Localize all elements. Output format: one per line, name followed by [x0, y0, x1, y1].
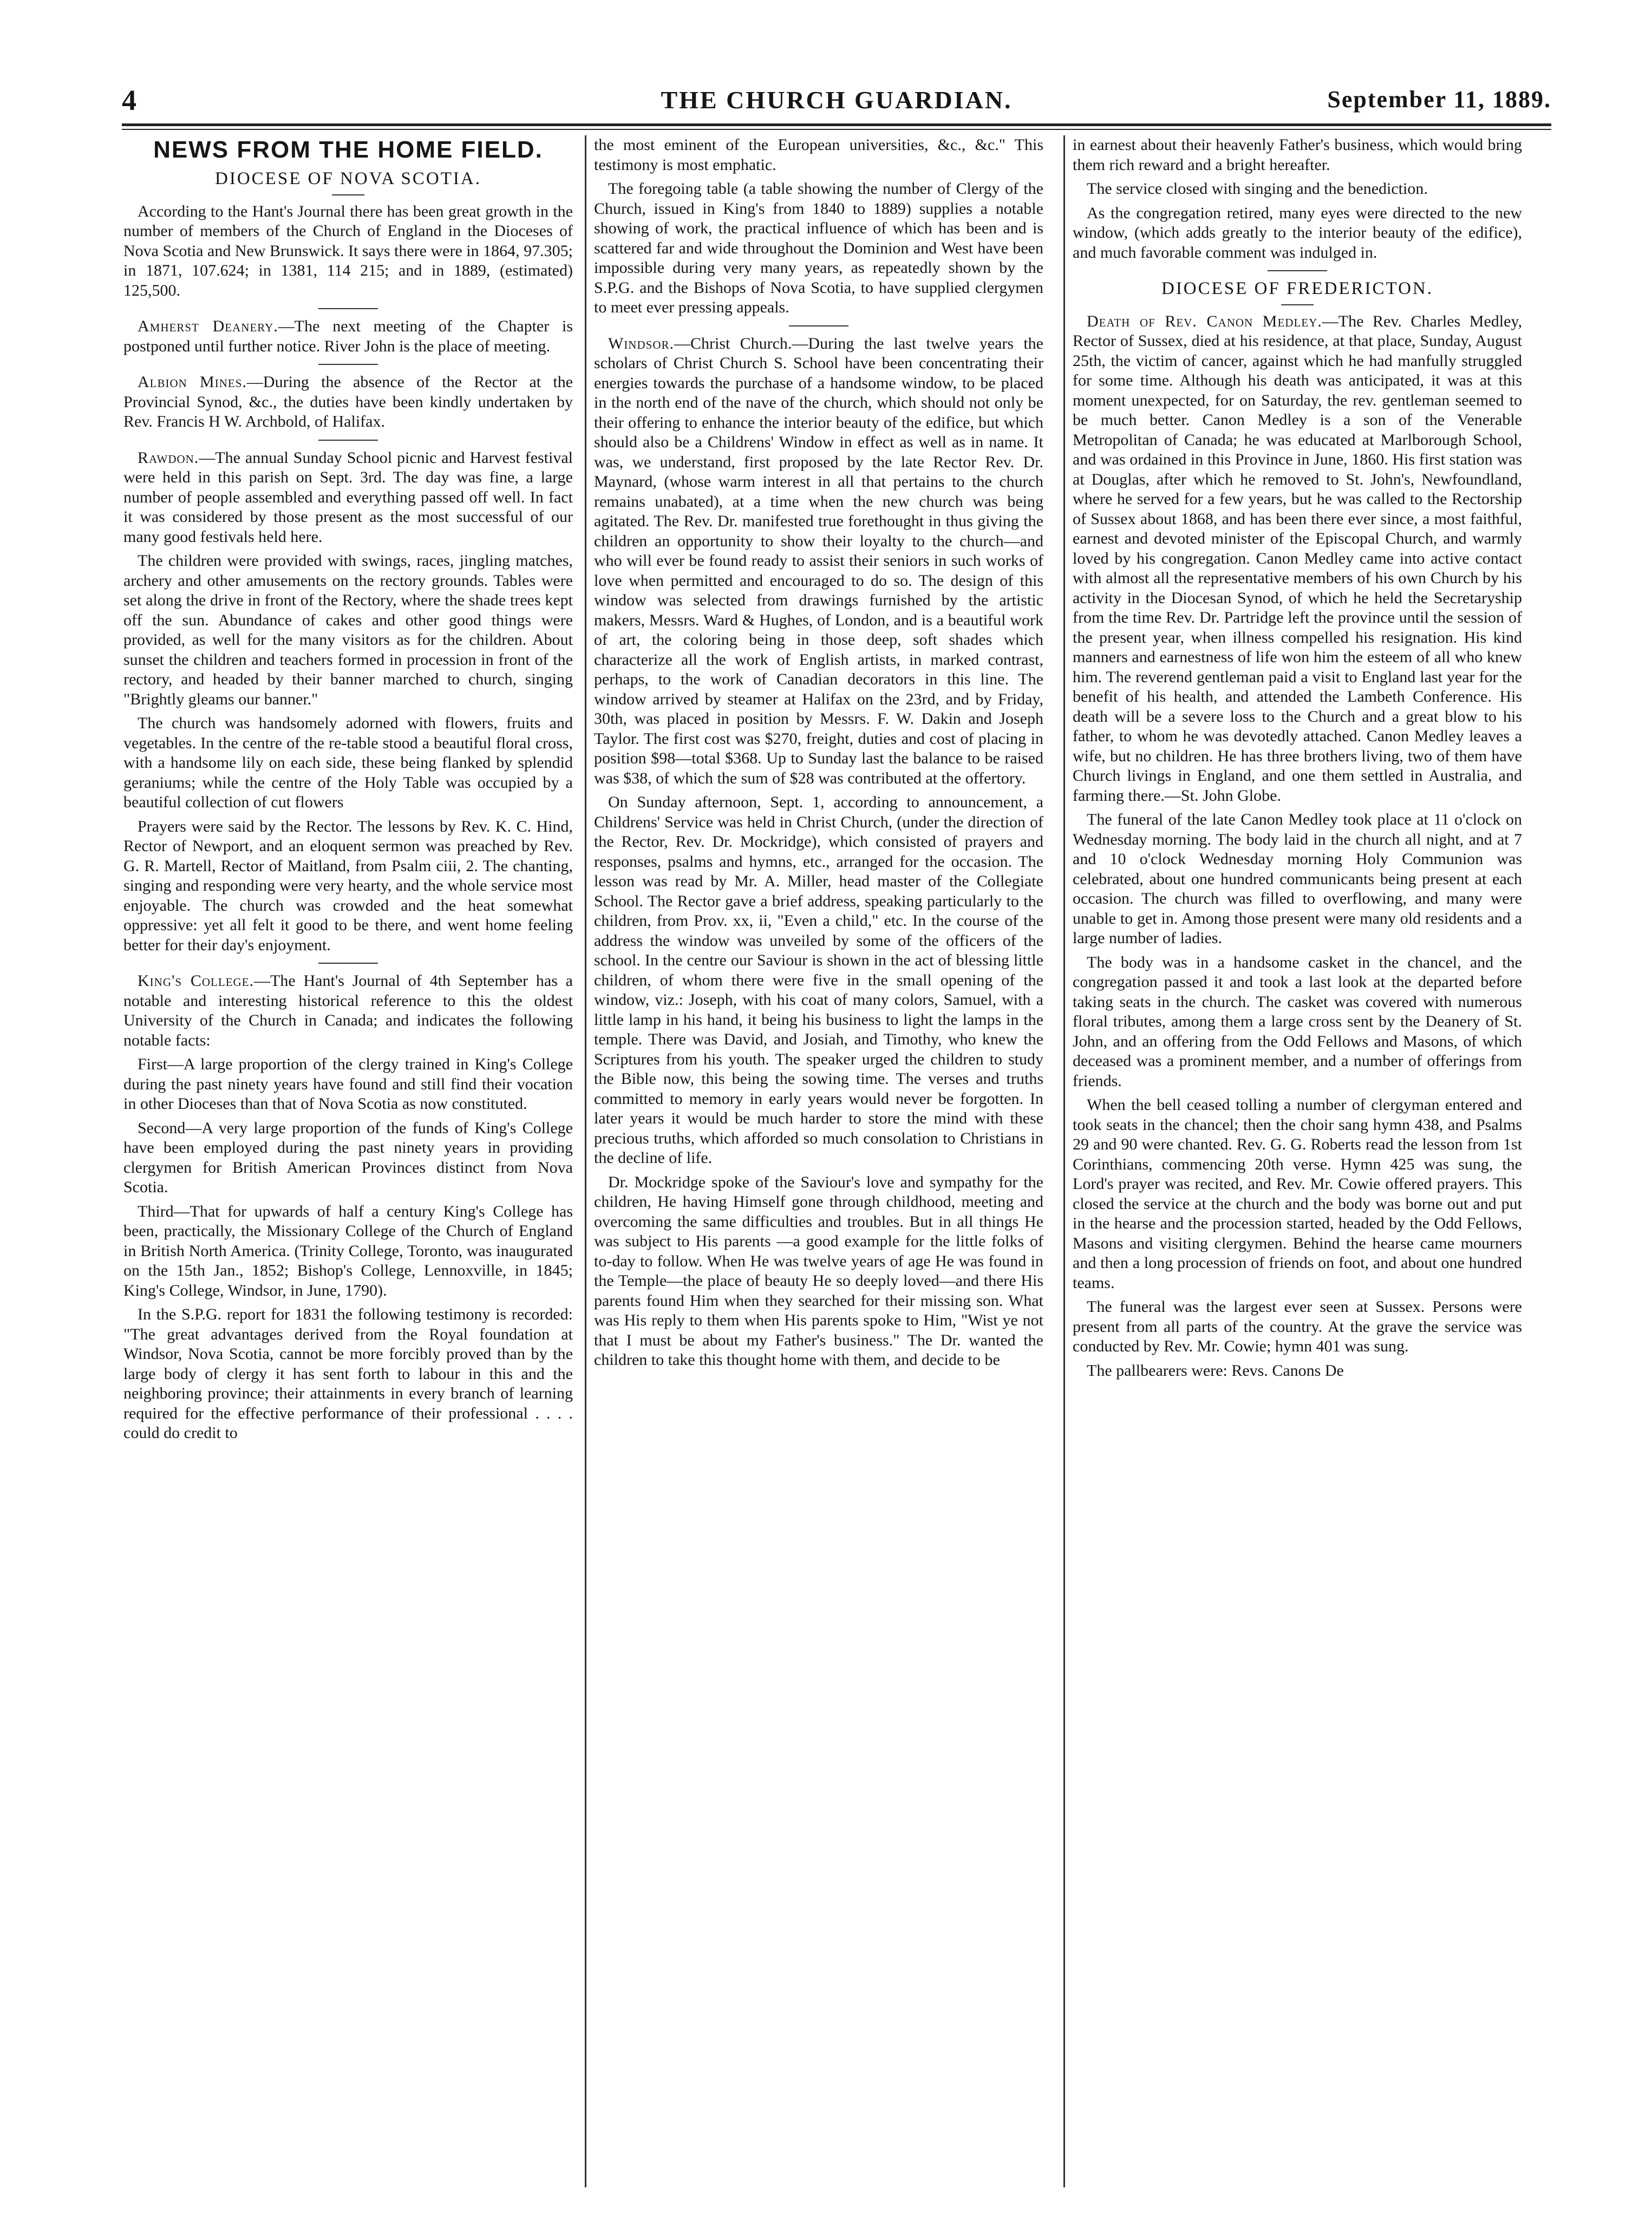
article-lead: King's College. — [138, 972, 254, 990]
column-3 — [1073, 135, 1522, 2198]
article-text: —The Hant's Journal of 4th September has a notable and interesting historical reference to this the oldest University of the Church in Canada; and indicates the following notable facts: — [123, 972, 573, 1049]
article-paragraph: According to the Hant's Journal there has been great growth in the number of members of the Church of England in the Dioceses of Nova Scotia and New Brunswick. It says there were in 1864, 97.305; in 1871, 107.624; in 1381, 114 215; and in 1889, (estimated) 125,500. — [123, 202, 573, 299]
divider — [332, 194, 364, 195]
article-paragraph: The service closed with singing and the benediction. — [1087, 180, 1428, 198]
article-lead: Albion Mines. — [138, 373, 247, 391]
article-text: —The next meeting of the Chapter is postponed until further notice. River John is the place of meeting. — [123, 317, 573, 355]
article-paragraph — [123, 971, 573, 1050]
article-paragraph: Second—A very large proportion of the funds of King's College have been employed during the past ninety years in providing clergymen for British American Provinces distinct from Nova Scotia. — [123, 1119, 573, 1196]
article-paragraph: In the S.P.G. report for 1831 the following testimony is recorded: "The great advantages derived from the Royal foundation at Windsor, Nova Scotia, cannot be more forcibly proved than by the large body of clergy it has sent forth to labour in this and the neighboring province; their attainments in every branch of learning required for the effective performance of their professional . . . . could do credit to — [123, 1305, 573, 1442]
article-paragraph: The body was in a handsome casket in the chancel, and the congregation passed it and took a last look at the departed before taking seats in the church. The casket was covered with numerous floral tributes, among them a large cross sent by the Deanery of St. John, and an offering from the Odd Fellows and Masons, of which deceased was a prominent member, and a number of offerings from friends. — [1073, 953, 1522, 1090]
diocese-heading: DIOCESE OF FREDERICTON. — [1161, 279, 1433, 298]
divider — [1268, 270, 1327, 271]
article-lead: Death of Rev. Canon Medley. — [1087, 312, 1322, 330]
column-1 — [123, 135, 573, 2198]
article-paragraph: When the bell ceased tolling a number of clergyman entered and took seats in the chancel; then the choir sang hymn 438, and Psalms 29 and 90 were chanted. Rev. G. G. Roberts read the lesson from 1st Corinthians, commencing 20th verse. Hymn 425 was sung, the Lord's prayer was recited, and Rev. Mr. Cowie offered prayers. This closed the service at the church and the body was borne out and put in the hearse and the procession started, headed by the Odd Fellows, Masons and visiting clergymen. Behind the hearse came mourners and then a long procession of friends on foot, and about one hundred teams. — [1073, 1096, 1522, 1292]
divider — [318, 364, 378, 365]
paper-name: THE CHURCH GUARDIAN. — [661, 86, 1013, 114]
article-lead: Windsor. — [608, 334, 674, 352]
article-paragraph: the most eminent of the European universities, &c., &c." This testimony is most emphatic. — [594, 136, 1043, 174]
diocese-heading: DIOCESE OF NOVA SCOTIA. — [215, 169, 481, 188]
article-paragraph: The church was handsomely adorned with flowers, fruits and vegetables. In the centre of the re-table stood a beautiful floral cross, with a handsome lily on each side, these being flanked by splendid geraniums; while the centre of the Holy Table was occupied by a beautiful collection of cut flowers — [123, 714, 573, 811]
divider — [318, 440, 378, 441]
column-rule — [1063, 135, 1065, 2187]
column-2 — [594, 135, 1043, 2198]
article-paragraph — [594, 334, 1043, 789]
divider — [318, 308, 378, 309]
article-paragraph: The children were provided with swings, races, jingling matches, archery and other amusements on the rectory grounds. Tables were set along the drive in front of the Rectory, where the shade trees kept off the sun. Abundance of cakes and other good things were provided, as well for the many visitors as for the children. About sunset the children and teachers formed in procession in front of the rectory, and headed by their banner marched to church, singing "Brightly gleams our banner." — [123, 552, 573, 708]
article-paragraph: First—A large proportion of the clergy trained in King's College during the past ninety years have found and still find their vocation in other Dioceses than that of Nova Scotia as now constituted. — [123, 1055, 573, 1113]
article-text: —The Rev. Charles Medley, Rector of Sussex, died at his residence, at that place, Sunday, August 25th, the victim of cancer, against which he had manfully struggled for some time. Although his death was anticipated, it was at this moment unexpected, for on Saturday, the rev. gentleman seemed to be much better. Canon Medley is a son of the Venerable Metropolitan of Canada; he was educated at Marlborough School, and was ordained in this Province in June, 1860. His first station was at Douglas, after which he removed to St. John's, Newfoundland, where he served for a few years, but he was called to the Rectorship of Sussex about 1868, and has been there ever since, a most faithful, earnest and devoted minister of the Episcopal Church, and warmly loved by his congregation. Canon Medley came into active contact with almost all the representative members of his own Church by his activity in the Diocesan Synod, of which he held the Secretaryship from the time Rev. Dr. Partridge left the province until the session of the present year, when illness compelled his resignation. His kind manners and earnestness of life won him the esteem of all who knew him. The reverend gentleman paid a visit to England last year for the benefit of his health, and attended the Lambeth Conference. His death will be a severe loss to the Church and a great blow to his father, to whom he was devotedly attached. Canon Medley leaves a wife, but no children. He has three brothers living, two of them have Church livings in England, and one them settled in Australia, and farming there.—St. John Globe. — [1073, 312, 1522, 805]
article-paragraph — [1073, 312, 1522, 806]
article-paragraph: Third—That for upwards of half a century King's College has been, practically, the Missionary College of the Church of England in British North America. (Trinity College, Toronto, was inaugurated on the 15th Jan., 1852; Bishop's College, Lennoxville, in 1845; King's College, Windsor, in June, 1790). — [123, 1202, 573, 1299]
article-text: —During the absence of the Rector at the Provincial Synod, &c., the duties have been kindly undertaken by Rev. Francis H W. Archbold, of Halifax. — [123, 373, 573, 430]
divider — [318, 963, 378, 964]
divider — [789, 325, 848, 326]
divider — [1281, 304, 1314, 305]
section-heading: NEWS FROM THE HOME FIELD. — [153, 136, 543, 163]
masthead-rule — [122, 123, 1551, 130]
article-paragraph: On Sunday afternoon, Sept. 1, according to announcement, a Childrens' Service was held in Christ Church, (under the direction of the Rector, Rev. Dr. Mockridge), which consisted of prayers and responses, psalms and hymns, etc., arranged for the occasion. The lesson was read by Mr. A. Miller, head master of the Collegiate School. The Rector gave a brief address, speaking particularly to the children, from Prov. xx, ii, "Even a child," etc. In the course of the address the window was unveiled by some of the officers of the school. In the centre our Saviour is shown in the act of blessing little children, of whom there were five in the small opening of the window, viz.: Joseph, with his coat of many colors, Samuel, with a little lamp in his hand, it being his business to light the lamps in the temple. There was David, and Josiah, and Timothy, who knew the Scriptures from his youth. The speaker urged the children to study the Bible now, this being the sowing time. The verses and truths committed to memory in early years would never be forgotten. In later years it would be much harder to store the mind with these precious truths, which afforded so much consolation to Christians in the decline of life. — [594, 793, 1043, 1167]
article-paragraph — [123, 372, 573, 432]
article-paragraph: The funeral was the largest ever seen at Sussex. Persons were present from all parts of the country. At the grave the service was conducted by Rev. Mr. Cowie; hymn 401 was sung. — [1073, 1298, 1522, 1355]
masthead — [122, 81, 1551, 119]
article-paragraph: Prayers were said by the Rector. The lessons by Rev. K. C. Hind, Rector of Newport, and an eloquent sermon was preached by Rev. G. R. Martell, Rector of Maitland, from Psalm ciii, 2. The chanting, singing and responding were very hearty, and the whole service most enjoyable. The church was crowded and the heat somewhat oppressive: yet all felt it good to be there, and went home feeling better for their day's enjoyment. — [123, 817, 573, 954]
article-lead: Amherst Deanery. — [138, 317, 278, 335]
article-paragraph — [123, 448, 573, 547]
article-paragraph: As the congregation retired, many eyes were directed to the new window, (which adds greatly to the interior beauty of the edifice), and much favorable comment was indulged in. — [1073, 204, 1522, 262]
issue-date: September 11, 1889. — [1327, 86, 1551, 113]
article-paragraph: in earnest about their heavenly Father's business, which would bring them rich reward and a bright hereafter. — [1073, 136, 1522, 174]
column-rule — [585, 135, 586, 2187]
article-paragraph: Dr. Mockridge spoke of the Saviour's love and sympathy for the children, He having Himself gone through childhood, meeting and overcoming the same difficulties and troubles. But in all things He was subject to His parents —a good example for the little folks of to-day to follow. When He was twelve years of age He was found in the Temple—the place of beauty He so deeply loved—and there His parents found Him when they searched for their missing son. What was His reply to them when His parents spoke to Him, "Wist ye not that I must be about my Father's business." The Dr. wanted the children to take this thought home with them, and decide to be — [594, 1173, 1043, 1369]
article-paragraph — [123, 317, 573, 356]
article-text: —Christ Church.—During the last twelve years the scholars of Christ Church S. School have been concentrating their energies towards the purchase of a handsome window, to be placed in the north end of the nave of the church, which should not only be their offering to enhance the interior beauty of the edifice, but which should also be a Childrens' Window in effect as well as in name. It was, we understand, first proposed by the late Rector Rev. Dr. Maynard, (whose warm interest in all that pertains to the church remains unabated), at a time when the new church was being agitated. The Rev. Dr. manifested true forethought in thus giving the children an opportunity to show their loyalty to the church—and who will ever be found ready to assist their seniors in such works of love when permitted and encouraged to do so. The design of this window was selected from drawings furnished by the artistic makers, Messrs. Ward & Hughes, of London, and is a beautiful work of art, the coloring being in those deep, soft shades which characterize all the work of English artists, in marked contrast, perhaps, to the work of Canadian decorators in this line. The window arrived by steamer at Halifax on the 23rd, and by Friday, 30th, was placed in position by Messrs. F. W. Dakin and Joseph Taylor. The first cost was $270, freight, duties and cost of placing in position $98—total $368. Up to Sunday last the balance to be raised was $38, of which the sum of $28 was contributed at the offertory. — [594, 334, 1043, 787]
article-lead: Rawdon. — [138, 448, 199, 467]
article-paragraph: The pallbearers were: Revs. Canons De — [1087, 1361, 1344, 1380]
article-text: —The annual Sunday School picnic and Harvest festival were held in this parish on Sept. 3rd. The day was fine, a large number of people assembled and everything passed off well. In fact it was considered by those present as the most successful of our many good festivals held here. — [123, 448, 573, 546]
article-paragraph: The foregoing table (a table showing the number of Clergy of the Church, issued in King's from 1840 to 1889) supplies a notable showing of work, the practical influence of which has been and is scattered far and wide throughout the Dominion and West have been impossible during very many years, as repeatedly shown by the S.P.G. and the Bishops of Nova Scotia, to have supplied clergymen to meet ever pressing appeals. — [594, 180, 1043, 316]
page-number: 4 — [122, 84, 136, 116]
article-paragraph: The funeral of the late Canon Medley took place at 11 o'clock on Wednesday morning. The body laid in the church all night, and at 7 and 10 o'clock Wednesday morning Holy Communion was celebrated, about one hundred communicants being present at each occasion. The church was filled to overflowing, and many were unable to get in. Among those present were many old residents and a large number of ladies. — [1073, 811, 1522, 947]
